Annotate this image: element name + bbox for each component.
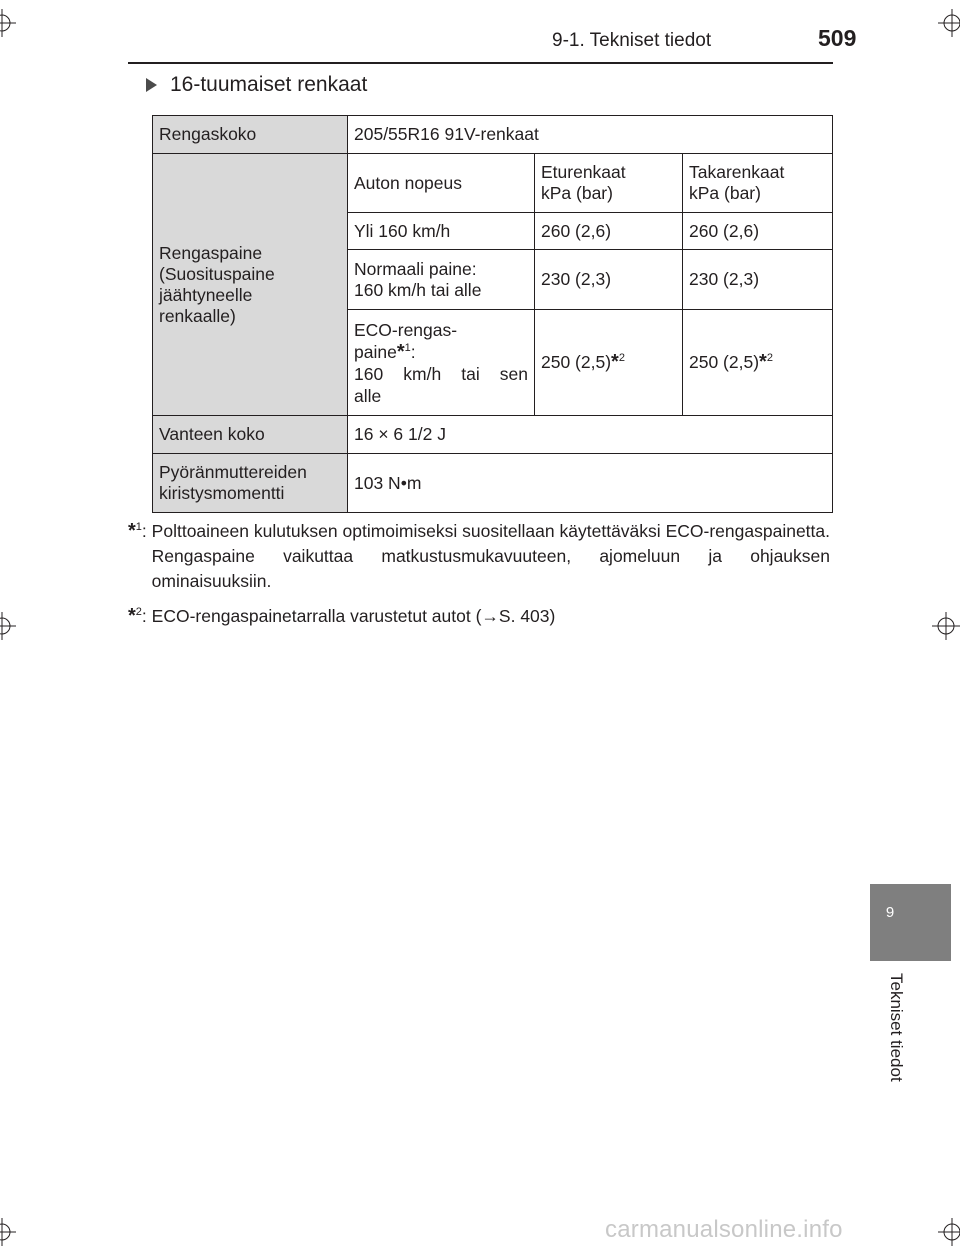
- eco-label-line: ECO-rengas-: [354, 319, 458, 340]
- rear-pressure-cell: [683, 310, 833, 416]
- column-header-front-line: Eturenkaat: [541, 162, 626, 182]
- rear-pressure-value: 250 (2,5): [689, 352, 760, 372]
- crop-mark-icon: [938, 1218, 960, 1246]
- table-row: [153, 116, 833, 154]
- table-row: [153, 416, 833, 454]
- footnote-2: [128, 604, 830, 629]
- front-pressure-cell: 230 (2,3): [535, 250, 683, 310]
- tire-pressure-label-line: jäähtyneelle: [159, 284, 253, 305]
- column-header-rear-line: Takarenkaat: [689, 162, 785, 182]
- column-header-speed: Auton nopeus: [348, 154, 535, 213]
- torque-label-line: Pyöränmuttereiden: [159, 462, 307, 482]
- crop-mark-icon: [932, 612, 960, 640]
- section-title: 9-1. Tekniset tiedot: [552, 30, 712, 51]
- crop-mark-icon: [0, 612, 16, 640]
- footnote-colon: :: [141, 521, 147, 541]
- rim-size-label: Vanteen koko: [153, 416, 348, 454]
- footnote-colon: :: [141, 606, 147, 626]
- eco-pressure-label: [348, 310, 535, 416]
- speed-cell: [348, 250, 535, 310]
- footnote-marker: *: [759, 351, 767, 373]
- footnote-marker: *: [611, 351, 619, 373]
- crop-mark-icon: [938, 9, 960, 37]
- speed-cell-line: 160 km/h tai alle: [354, 279, 482, 300]
- speed-cell-line: Normaali paine:: [354, 258, 477, 279]
- crop-mark-icon: [0, 9, 16, 37]
- footnote-ref: 2: [618, 352, 625, 365]
- tire-pressure-label-line: Rengaspaine: [159, 242, 263, 263]
- tire-pressure-label-line: (Suosituspaine: [159, 263, 275, 284]
- torque-value: 103 N•m: [348, 454, 833, 513]
- speed-cell: Yli 160 km/h: [348, 213, 535, 250]
- tire-pressure-label: [153, 154, 348, 416]
- eco-label-colon: :: [410, 341, 416, 362]
- eco-label-line: alle: [354, 385, 382, 406]
- table-row: [153, 154, 833, 213]
- column-header-rear: [683, 154, 833, 213]
- footnote-star: *: [128, 520, 136, 542]
- footnote-2-text: ECO-rengaspainetarralla varustetut autot (→S. 403): [151, 606, 556, 626]
- footnote-ref: 1: [404, 341, 411, 354]
- torque-label-line: kiristysmomentti: [159, 483, 285, 503]
- front-pressure-cell: [535, 310, 683, 416]
- tire-spec-table: [152, 115, 833, 513]
- column-header-front: [535, 154, 683, 213]
- rim-size-value: 16 × 6 1/2 J: [348, 416, 833, 454]
- footnote-1: [128, 519, 830, 594]
- footnote-1-mark: [128, 519, 152, 594]
- section-heading: [146, 73, 367, 97]
- front-pressure-value: 250 (2,5): [541, 352, 612, 372]
- eco-label-line: 160 km/h tai sen: [354, 363, 528, 384]
- footnote-1-text: Polttoaineen kulutuksen optimoimiseksi suositellaan käytettäväksi ECO-rengaspainetta. Rengaspaine vaikuttaa matkustusmukavuuteen, ajomeluun ja ohjauksen ominaisuuksiin.: [151, 521, 830, 591]
- tire-size-value: 205/55R16 91V-renkaat: [348, 116, 833, 154]
- footnote-ref: 2: [766, 352, 773, 365]
- footnote-marker: *: [396, 340, 405, 363]
- column-header-front-line: kPa (bar): [541, 183, 613, 203]
- rear-pressure-cell: 230 (2,3): [683, 250, 833, 310]
- footnote-number: 2: [135, 606, 142, 619]
- eco-label-line: paine: [354, 341, 397, 362]
- rear-pressure-cell: 260 (2,6): [683, 213, 833, 250]
- watermark: carmanualsonline.info: [605, 1216, 843, 1243]
- chapter-tab-number: 9: [885, 904, 895, 921]
- chapter-tab-label: Tekniset tiedot: [887, 973, 906, 1082]
- crop-mark-icon: [0, 1218, 16, 1246]
- tire-size-label: Rengaskoko: [153, 116, 348, 154]
- table-row: [153, 454, 833, 513]
- front-pressure-cell: 260 (2,6): [535, 213, 683, 250]
- torque-label: [153, 454, 348, 513]
- footnote-2-mark: [128, 604, 152, 629]
- header-rule: [128, 62, 833, 64]
- tire-pressure-label-line: renkaalle): [159, 305, 236, 326]
- footnote-number: 1: [135, 521, 142, 534]
- footnote-star: *: [128, 605, 136, 627]
- page-number: 509: [818, 25, 857, 51]
- column-header-rear-line: kPa (bar): [689, 183, 761, 203]
- chapter-tab: [870, 884, 951, 961]
- section-heading-text: 16-tuumaiset renkaat: [170, 73, 368, 96]
- triangle-bullet-icon: [146, 78, 157, 92]
